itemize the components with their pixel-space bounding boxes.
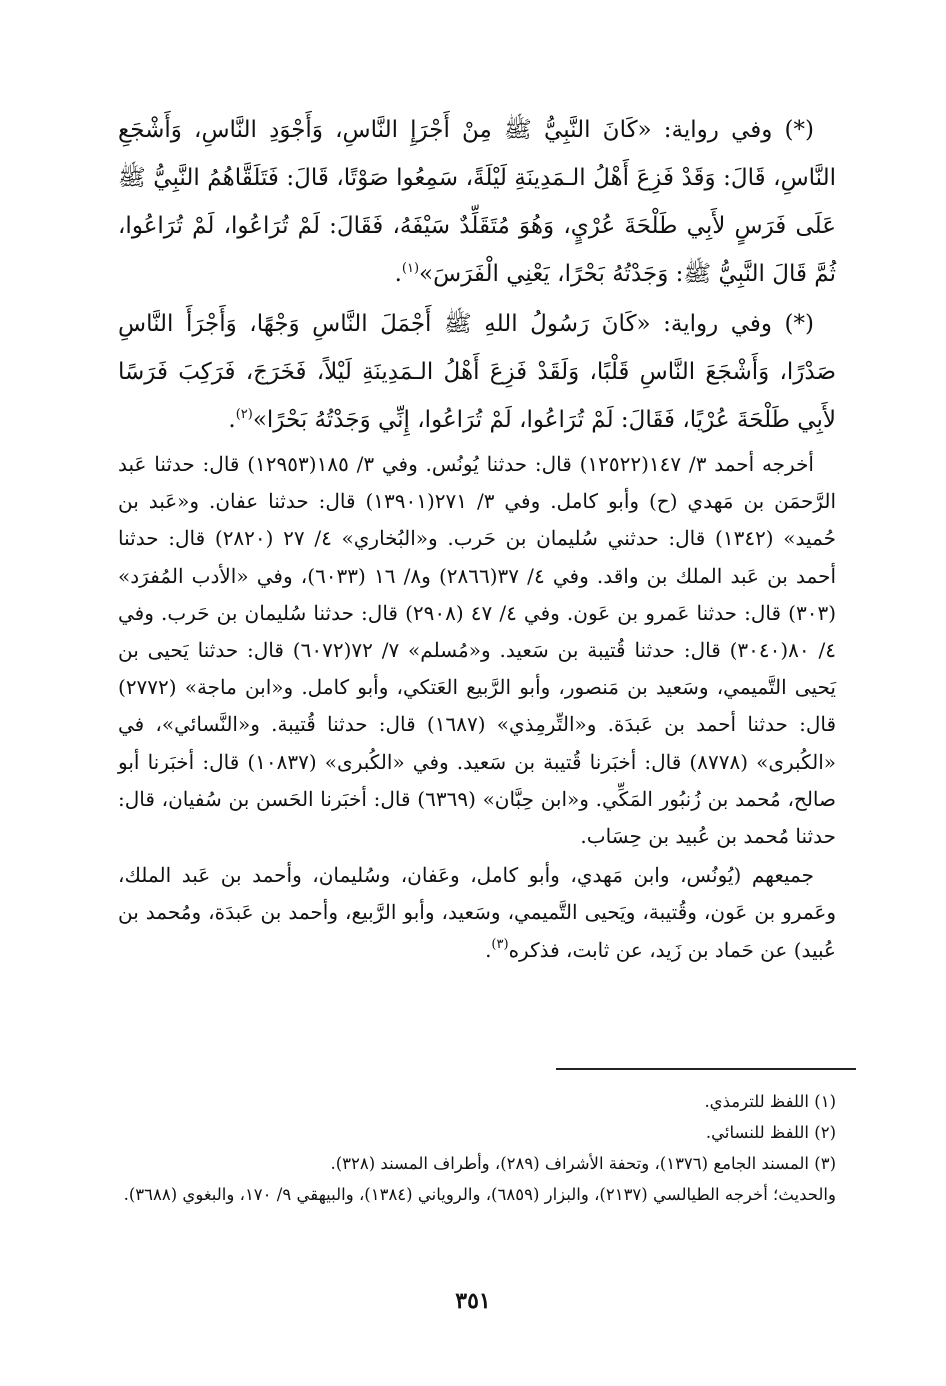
footnote-2: (٢) اللفظ للنسائي. bbox=[705, 1123, 836, 1142]
hadith-text: (*) وفي رواية: «كَانَ النَّبِيُّ ﷺ مِنْ أَجْرَإِ النَّاسِ، وَأَجْوَدِ النَّاسِ، وَأَشْجَعِ النَّاسِ، قَالَ: وَقَدْ فَزِعَ أَهْلُ الـمَدِينَةِ لَيْلَةً، سَمِعُوا صَوْتًا، قَالَ: فَتَلَقَّاهُمُ النَّبِيُّ ﷺ عَلَى فَرَسٍ لأَبِي طَلْحَةَ عُرْيٍ، وَهُوَ مُتَقَلِّدٌ سَيْفَهُ، فَقَالَ: لَمْ تُرَاعُوا، لَمْ تُرَاعُوا، ثُمَّ قَالَ النَّبِيُّ ﷺ: وَجَدْتُهُ بَحْرًا، يَعْنِي الْفَرَسَ» bbox=[118, 117, 836, 287]
hadith-narration-1: (*) وفي رواية: «كَانَ النَّبِيُّ ﷺ مِنْ أَجْرَإِ النَّاسِ، وَأَجْوَدِ النَّاسِ، وَأَشْجَعِ النَّاسِ، قَالَ: وَقَدْ فَزِعَ أَهْلُ الـمَدِينَةِ لَيْلَةً، سَمِعُوا صَوْتًا، قَالَ: فَتَلَقَّاهُمُ النَّبِيُّ ﷺ عَلَى فَرَسٍ لأَبِي طَلْحَةَ عُرْيٍ، وَهُوَ مُتَقَلِّدٌ سَيْفَهُ، فَقَالَ: لَمْ تُرَاعُوا، لَمْ تُرَاعُوا، ثُمَّ قَالَ النَّبِيُّ ﷺ: وَجَدْتُهُ بَحْرًا، يَعْنِي الْفَرَسَ»$^{(١)}$. bbox=[118, 117, 836, 287]
footnote-3: (٣) المسند الجامع (١٣٧٦)، وتحفة الأشراف (٢٨٩)، وأطراف المسند (٣٢٨). bbox=[330, 1154, 836, 1173]
footnote-3-continuation: والحديث؛ أخرجه الطيالسي (٢١٣٧)، والبزار (٦٨٥٩)، والروياني (١٣٨٤)، والبيهقي ٩/ ١٧٠، والبغوي (٣٦٨٨). bbox=[123, 1185, 836, 1204]
main-text bbox=[118, 106, 836, 969]
footnote-1: (١) اللفظ للترمذي. bbox=[704, 1092, 836, 1111]
footnote-separator bbox=[556, 1068, 856, 1070]
takhrij-text: جميعهم (يُونُس، وابن مَهدي، وأبو كامل، وعَفان، وسُليمان، وأحمد بن عَبد الملك، وعَمرو بن عَون، وقُتيبة، ويَحيى التَّميمي، وسَعيد، وأبو الرَّبيع، وأحمد بن عَبدَة، ومُحمد بن عُبيد) عن حَماد بن زَيد، عن ثابت، فذكره bbox=[118, 863, 836, 962]
footnote-ref-2: (٢) bbox=[235, 407, 253, 422]
footnotes bbox=[118, 1086, 836, 1210]
hadith-text: (*) وفي رواية: «كَانَ رَسُولُ اللهِ ﷺ أَجْمَلَ النَّاسِ وَجْهًا، وَأَجْرَأَ النَّاسِ صَدْرًا، وَأَشْجَعَ النَّاسِ قَلْبًا، وَلَقَدْ فَزِعَ أَهْلُ الـمَدِينَةِ لَيْلاً، فَخَرَجَ، فَرَكِبَ فَرَسًا لأَبِي طَلْحَةَ عُرْيًا، فَقَالَ: لَمْ تُرَاعُوا، لَمْ تُرَاعُوا، إِنِّي وَجَدْتُهُ بَحْرًا» bbox=[118, 311, 836, 433]
page-number: ٣٥١ bbox=[455, 1288, 491, 1314]
footnote-ref-1: (١) bbox=[401, 261, 420, 276]
hadith-narration-2: (*) وفي رواية: «كَانَ رَسُولُ اللهِ ﷺ أَجْمَلَ النَّاسِ وَجْهًا، وَأَجْرَأَ النَّاسِ صَدْرًا، وَأَشْجَعَ النَّاسِ قَلْبًا، وَلَقَدْ فَزِعَ أَهْلُ الـمَدِينَةِ لَيْلاً، فَخَرَجَ، فَرَكِبَ فَرَسًا لأَبِي طَلْحَةَ عُرْيًا، فَقَالَ: لَمْ تُرَاعُوا، لَمْ تُرَاعُوا، إِنِّي وَجَدْتُهُ بَحْرًا»$^{(٢)}$. bbox=[118, 311, 836, 433]
footnote-ref-3: (٣) bbox=[491, 936, 509, 952]
takhrij-paragraph-1: أخرجه أحمد ٣/ ١٤٧(١٢٥٢٢) قال: حدثنا يُونُس. وفي ٣/ ١٨٥(١٢٩٥٣) قال: حدثنا عَبد الرَّحمَن بن مَهدي (ح) وأبو كامل. وفي ٣/ ٢٧١(١٣٩٠١) قال: حدثنا عفان. و«عَبد بن حُميد» (١٣٤٢) قال: حدثني سُليمان بن حَرب. و«البُخاري» ٤/ ٢٧ (٢٨٢٠) قال: حدثنا أحمد بن عَبد الملك بن واقد. وفي ٤/ ٣٧(٢٨٦٦) و٨/ ١٦ (٦٠٣٣)، وفي «الأدب المُفرَد» (٣٠٣) قال: حدثنا عَمرو بن عَون. وفي ٤/ ٤٧ (٢٩٠٨) قال: حدثنا سُليمان بن حَرب. وفي ٤/ ٨٠(٣٠٤٠) قال: حدثنا قُتيبة بن سَعيد. و«مُسلم» ٧/ ٧٢(٦٠٧٢) قال: حدثنا يَحيى بن يَحيى التَّميمي، وسَعيد بن مَنصور، وأبو الرَّبيع العَتكي، وأبو كامل. و«ابن ماجة» (٢٧٧٢) قال: حدثنا أحمد بن عَبدَة. و«التِّرمِذي» (١٦٨٧) قال: حدثنا قُتيبة. و«النَّسائي»، في «الكُبرى» (٨٧٧٨) قال: أخبَرنا قُتيبة بن سَعيد. وفي «الكُبرى» (١٠٨٣٧) قال: أخبَرنا أبو صالح، مُحمد بن زُنبُور المَكِّي. و«ابن حِبَّان» (٦٣٦٩) قال: أخبَرنا الحَسن بن سُفيان، قال: حدثنا مُحمد بن عُبيد بن حِسَاب. bbox=[118, 452, 837, 849]
takhrij-paragraph-2: جميعهم (يُونُس، وابن مَهدي، وأبو كامل، وعَفان، وسُليمان، وأحمد بن عَبد الملك، وعَمرو بن عَون، وقُتيبة، ويَحيى التَّميمي، وسَعيد، وأبو الرَّبيع، وأحمد بن عَبدَة، ومُحمد بن عُبيد) عن حَماد بن زَيد، عن ثابت، فذكره$^{(٣)}$. bbox=[118, 863, 836, 962]
